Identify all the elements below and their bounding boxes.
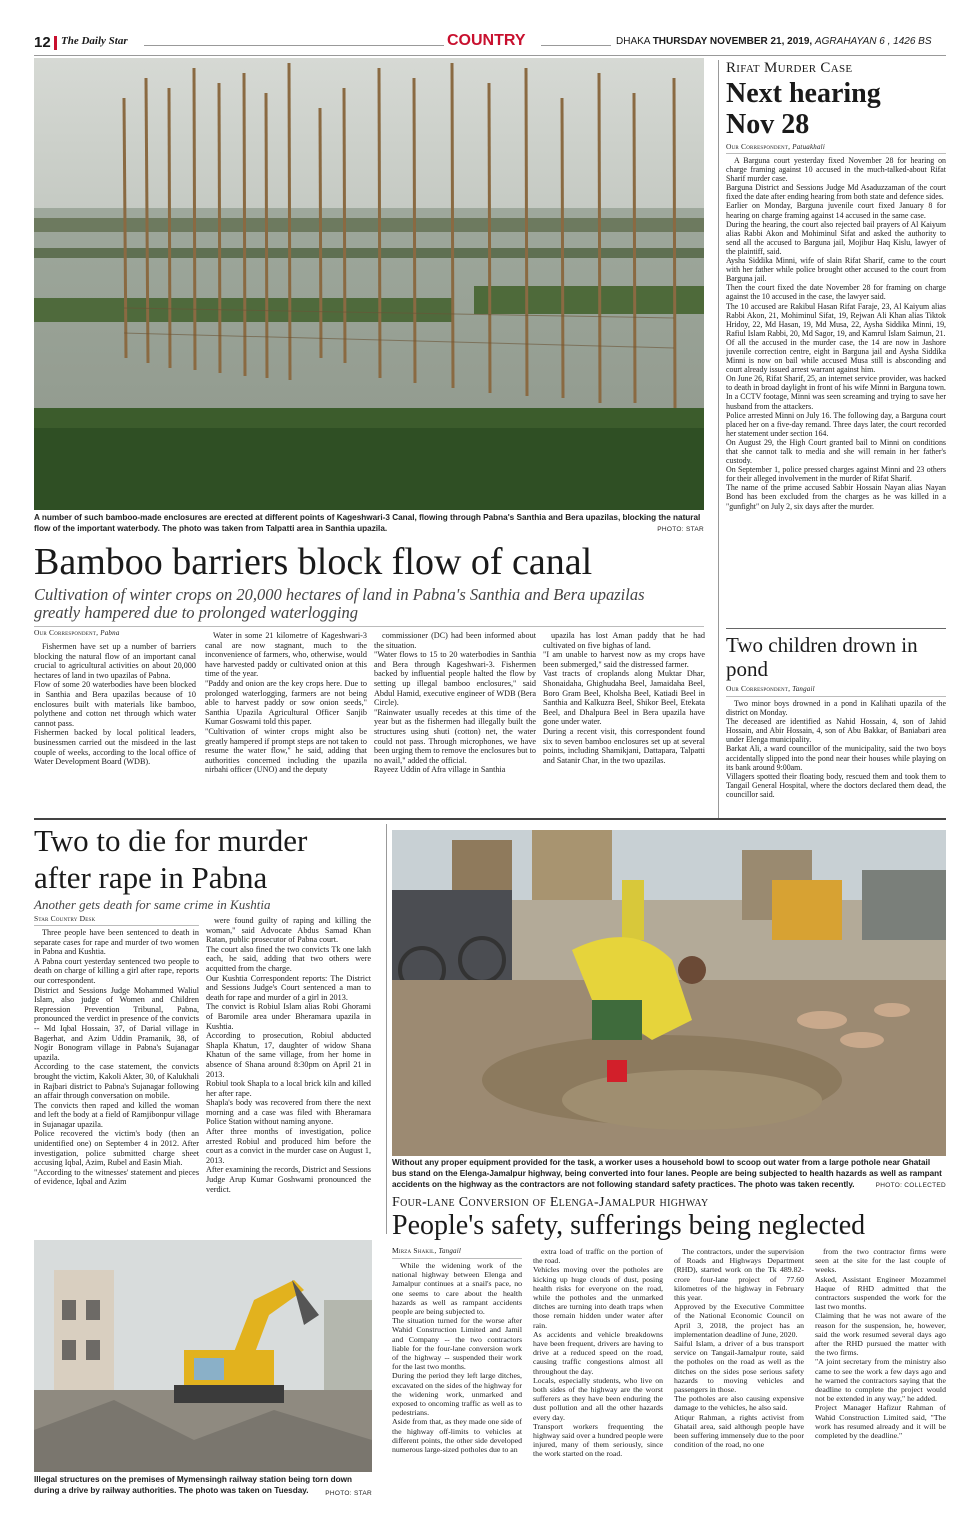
railway-photo-credit: PHOTO: STAR (325, 1490, 372, 1497)
murder-byline-rule (34, 925, 199, 926)
bamboo-column-1 (34, 642, 196, 802)
highway-pothole-photo (392, 830, 946, 1156)
murder-highway-separator (386, 824, 387, 1234)
page-number-bar (54, 36, 57, 50)
pond-headline: Two children drown in pond (726, 633, 918, 681)
highway-photo-caption (392, 1157, 946, 1191)
section-title: COUNTRY (447, 32, 526, 49)
bamboo-caption-text: A number of such bamboo-made enclosures are erected at different points of Kageshwari-3 Canal, flowing through Pabna's Santhia and Bera upazilas, blocking the natural flow of the important waterbody. The photo was taken from Talpatti area in Santhia upazila. (34, 513, 701, 533)
bamboo-column-2 (205, 631, 367, 803)
rifat-column (726, 156, 946, 644)
dateline-date: THURSDAY NOVEMBER 21, 2019, (652, 36, 813, 47)
highway-col3-text: The contractors, under the supervision of Roads and Highways Department (RHD), started work on the Tk 489.82-crore four-lane project of 77.60 kilometres of the highway in February this year. Approved by the Executive Committee of the National Economic Council on April 3, 2018, the project has an implementation deadline of June, 2020. Saiful Islam, a driver of a bus transport service on Tangail-Jamalpur route, said the potholes on the road as well as the ditches on the sides pose serious safety hazards to moving vehicles and passengers in those. The potholes are also causing expensive damage to the vehicles, he also said. Atiqur Rahman, a rights activist from Ghatail area, said although people have been suffering immensely due to the poor condition of the road, no one (674, 1247, 804, 1450)
dateline-bangla: AGRAHAYAN 6 , 1426 BS (814, 36, 932, 47)
bamboo-column-3 (374, 631, 536, 803)
highway-column-3 (674, 1247, 804, 1513)
highway-byline-place: Tangail (438, 1247, 462, 1255)
railway-caption-text: Illegal structures on the premises of Mymensingh railway station being torn down during a drive by railway authorities. The photo was taken on Tuesday. (34, 1475, 353, 1495)
pond-byline-place: Tangail (792, 685, 815, 693)
railway-photo-image (34, 1240, 372, 1472)
right-column-separator (718, 60, 719, 818)
bamboo-col2-text: Water in some 21 kilometre of Kageshwari-3 canal are now stagnant, much to the inconvenience of farmers, who, otherwise, would have harvested paddy or cultivated onion at this time of the year. "Paddy and onion are the key crops here. Due to prolonged waterlogging, farmers are not being able to harvest paddy or sow onion seeds," Santhia Upazila Agricultural Officer Sanjib Kumar Goswami told this paper. "Cultivation of winter crops might also be greatly hampered if prompt steps are not taken to resume the water flow," he said, adding that authorities concerned including the upazila nirbahi officer (UNO) and the deputy (205, 631, 367, 775)
pond-byline-name: Our Correspondent, (726, 684, 791, 693)
rifat-headline: Next hearing Nov 28 (726, 78, 881, 140)
bamboo-photo-caption (34, 512, 704, 535)
railway-demolition-photo (34, 1240, 372, 1472)
highway-column-2 (533, 1247, 663, 1513)
dateline-city: DHAKA (616, 36, 650, 47)
masthead (34, 32, 948, 54)
murder-column-2 (206, 916, 371, 1224)
dateline (616, 36, 948, 47)
bamboo-byline-name: Our Correspondent, (34, 628, 99, 637)
highway-col1-text: While the widening work of the national highway between Elenga and Jamalpur continues at a snail's pace, no one seems to care about the health hazards as well as rampant accidents people are being subjected to. The situation turned for the worse after Wahid Construction Limited and Jamil and Company -- the two contractors liable for the four-lane conversion work of the highway -- suspended their work for the last two months. During the period they left large ditches, excavated on the sides of the highway for the widening work, unmarked and exposed to oncoming traffic as well as to pedestrians. Aside from that, as they made one side of the highway off-limits to vehicles at different points, the other side developed numerous large-sized potholes due to an (392, 1261, 522, 1455)
paper-logo: The Daily Star (61, 35, 128, 47)
highway-byline-name: Mirza Shakil, (392, 1246, 437, 1255)
bamboo-byline (34, 628, 120, 637)
highway-kicker: Four-lane Conversion of Elenga-Jamalpur highway (392, 1195, 709, 1210)
pond-column (726, 699, 946, 811)
masthead-right-rule (541, 45, 611, 46)
mid-page-divider (34, 818, 946, 820)
bamboo-headline: Bamboo barriers block flow of canal (34, 541, 593, 583)
murder-col1-text: Three people have been sentenced to death in separate cases for rape and murder of two women in Pabna and Kushtia. A Pabna court yesterday sentenced two people to death on charge of killing a girl after rape, reports our correspondent. District and Sessions Judge Mohammed Waliul Islam, also judge of Women and Children Repression Prevention Tribunal, Pabna, pronounced the verdict in presence of the convicts -- Md Iqbal Hossain, 37, of Darial village in Bagerhat, and Azim Uddin Pramanik, 38, of Nogir Bonogram village in Pabna's Sujanagar upazila. According to the case statement, the convicts brought the victim, Kakoli Akter, 30, of Kalukhali in Rajbari district to Pabna's Sujanagar following an affair through conversation on mobile. The convicts then raped and killed the woman and left the body at a field of Ramjibonpur village in Sujanagar upazila. Police recovered the victim's body (then an unidentified one) on September 4 in 2012. After investigation, police submitted charge sheet accusing Iqbal, Azim, Rubel and Easin Miah. "According to the witnesses' statement and pieces of evidence, Iqbal and Azim (34, 928, 199, 1187)
bamboo-col4-text: upazila has lost Aman paddy that he had cultivated on five bighas of land. "I am unable to harvest now as my crops have been submerged," said the distressed farmer. Vast tracts of croplands along Muktar Dhar, Shonaidaha, Ghighudaha Beel, Jamaidaha Beel, Boro Gram Beel, Kholsha Beel, Katiadi Beel in Santhia and Kalkuzra Beel, Shikor Beel, Etekata Beel, and Dhalpura Beel in Bera upazila have gone under water. During a recent visit, this correspondent found six to seven bamboo enclosures set up at several points, including Shamikjani, Dattapara, Talpatti and Satanir Char, in the two upazilas. (543, 631, 705, 765)
highway-photo-credit: PHOTO: COLLECTED (875, 1182, 946, 1189)
pond-text: Two minor boys drowned in a pond in Kalihati upazila of the district on Monday. The deceased are identified as Nahid Hossain, 4, son of Jahid Hossain, and Abir Hossain, 4, son of Abu Bakkar, of Baniabari area under Elenga municipality. Barkat Ali, a ward councillor of the municipality, said the two boys accidentally slipped into the pond near their houses while playing on its bank around 9:00am. Villagers spotted their floating body, rescued them and took them to Tangail General Hospital, where the doctors declared them dead, the councillor said. (726, 699, 946, 799)
bamboo-column-4 (543, 631, 705, 803)
murder-subhead: Another gets death for same crime in Kushtia (34, 897, 271, 912)
masthead-left-rule (144, 45, 444, 46)
highway-column-4 (815, 1247, 946, 1513)
rifat-byline-rule (726, 153, 946, 154)
highway-byline-rule (392, 1258, 522, 1259)
rifat-byline-name: Our Correspondent, (726, 142, 791, 151)
highway-photo-image (392, 830, 946, 1156)
masthead-underline (34, 55, 946, 56)
pond-byline (726, 684, 815, 693)
bamboo-byline-rule (34, 626, 704, 627)
rifat-byline (726, 142, 825, 151)
bamboo-photo-image (34, 58, 704, 510)
bamboo-enclosure-photo (34, 58, 704, 510)
highway-headline: People's safety, sufferings being neglected (392, 1210, 866, 1241)
bamboo-col3-text: commissioner (DC) had been informed about the situation. "Water flows to 15 to 20 waterbodies in Santhia and Bera through Kageshwari-3. Fishermen backed by influential people halted the flow by setting up illegal bamboo enclosures," said Abdul Hamid, executive engineer of WDB (Bera Circle). "Rainwater usually recedes at this time of the year but as the fishermen had illegally built the structures using shuti (cotton) net, the water could not pass. Through microphones, we have been urging them to remove the enclosures but to no avail," added the official. Rayeez Uddin of Afra village in Santhia (374, 631, 536, 775)
highway-byline (392, 1246, 461, 1255)
pond-byline-rule (726, 696, 946, 697)
murder-col2-text: were found guilty of raping and killing the woman," said Advocate Abdus Samad Khan Ratan, public prosecutor of Pabna court. The court also fined the two convicts Tk one lakh each, he said, adding that two others were acquitted from the charge. Our Kushtia Correspondent reports: The District and Sessions Judge's Court sentenced a man to death for rape and murder of a girl in 2013. The convict is Robiul Islam alias Robi Ghorami of Baromile area under Bheramara upazila in Kushtia. According to prosecution, Robiul abducted Shapla Khatun, 17, daughter of widow Shana Khatun of the same village, from her home in absence of Shana around 8:30pm on April 21 in 2013. Robiul took Shapla to a local brick kiln and killed her after rape. Shapla's body was recovered from there the next morning and a case was filed with Bheramara Police Station without naming anyone. After three months of investigation, police arrested Robiul and produced him before the court as a convict in the murder case on August 1, 2013. After examining the records, District and Sessions Judge Arup Kumar Goshwami pronounced the verdict. (206, 916, 371, 1194)
railway-photo-caption (34, 1474, 372, 1499)
murder-column-1 (34, 928, 199, 1224)
rifat-kicker: Rifat Murder Case (726, 60, 853, 76)
murder-byline: Star Country Desk (34, 914, 96, 923)
highway-caption-text: Without any proper equipment provided for the task, a worker uses a household bowl to scoop out water from a large pothole near Ghatail bus stand on the Elenga-Jamalpur highway, being converted into four lanes. People are being subjected to health hazards as well as rampant accidents on the highway as the contractors are not following standard safety practices. The photo was taken recently. (392, 1158, 942, 1189)
highway-col4-text: from the two contractor firms were seen at the site for the last couple of weeks. Asked, Assistant Engineer Mozammel Haque of RHD admitted that the contractors suspended the work for the last two months. Claiming that he was not aware of the reason for the suspension, he, however, said the work resumed several days ago after the RHD pursued the matter with the two firms. "A joint secretary from the ministry also came to see the work a few days ago and he warned the contractors saying that the deadline to complete the project would not be extended in any way," he added. Project Manager Hafizur Rahman of Wahid Construction Limited said, "The work has resumed already and it will be completed by the deadline." (815, 1247, 946, 1441)
rifat-text: A Barguna court yesterday fixed November 28 for hearing on charge framing against 10 accused in the much-talked-about Rifat Sharif murder case. Barguna District and Sessions Judge Md Asaduzzaman of the court fixed the date after ending hearing from both state and defence sides. Earlier on Monday, Barguna juvenile court fixed January 8 for hearing on charge framing against 14 accused in the same case. During the hearing, the court also rejected bail prayers of Al Kaiyum alias Rabbi Akon and Mohiminul Sifat and asked the authority to send all the accused to Barguna jail, Mojibur Haq Kislu, lawyer of the plaintiff, said. Aysha Siddika Minni, wife of slain Rifat Sharif, came to the court with her father while police brought other accused to the court from Barguna jail. Then the court fixed the date November 28 for framing on charge against the 10 accused in the case, the lawyer said. The 10 accused are Rakibul Hasan Rifat Faraje, 23, Al Kaiyum alias Rabbi Akon, 21, Mohiminul Sifat, 19, Rejwan Ali Khan alias Tiktok Hridoy, 22, Md Hasan, 19, Md Musa, 22, Aysha Siddika Minni, 19, Rafiul Islam Rabbi, 20, Md Sagor, 19, and Kamrul Islam Saimun, 21. Of all the accused in the murder case, the 14 are now in Jashore juvenile correction centre, eight in Barguna jail and Aysha Siddika Minni is now on bail while accused Musa still is absconding and court already issued arrest warrant against him. On June 26, Rifat Sharif, 25, an internet service provider, was hacked to death in broad daylight in front of his wife Minni in Barguna town. In a CCTV footage, Minni was seen screaming and trying to save her husband from the attackers. Police arrested Minni on July 16. The following day, a Barguna court placed her on a five-day remand. Three days later, the court recorded her statement under section 164. On August 29, the High Court granted bail to Minni on conditions that she cannot talk to media and she will remain in her father's custody. On September 1, police pressed charges against Minni and 23 others for their alleged involvement in the murder of Rifat Sharif. The name of the prime accused Sabbir Hossain Nayan alias Nayan Bond has been excluded from the charges as he was killed in a "gunfight" on July 2, six days after the murder. (726, 156, 946, 511)
bamboo-photo-credit: PHOTO: STAR (657, 526, 704, 533)
highway-column-1 (392, 1261, 522, 1513)
murder-headline: Two to die for murder after rape in Pabna (34, 823, 308, 895)
rifat-byline-place: Patuakhali (792, 143, 825, 151)
bamboo-col1-text: Fishermen have set up a number of barriers blocking the natural flow of an important canal crucial to agricultural activities on about 20,000 hectares of land in two upazilas of Pabna. Flow of some 20 waterbodies have been blocked in Santhia and Bera upazilas because of 10 enclosures built with materials like bamboo, polythene and cotton net through which water cannot pass. Fishermen backed by local political leaders, businessmen carried out the misdeed in the last couple of weeks, according to the local office of Water Development Board (WDB). (34, 642, 196, 767)
bamboo-byline-place: Pabna (100, 629, 120, 637)
page-number: 12 (34, 34, 51, 51)
highway-col2-text: extra load of traffic on the portion of the road. Vehicles moving over the potholes are kicking up huge clouds of dust, posing health risks for everyone on the road, while the potholes and the unmarked ditches are turning into death traps when those remain hidden under water after rain. As accidents and vehicle breakdowns have been frequent, drivers are having to drive at a reduced speed on the road, causing traffic congestions almost all throughout the day. Locals, especially students, who live on both sides of the highway are the worst sufferers as they have been enduring the dust pollution and all the other hazards every day. Transport workers frequenting the highway said over a hundred people were injured, many of them seriously, since the work started on the road. (533, 1247, 663, 1459)
bamboo-subhead: Cultivation of winter crops on 20,000 hectares of land in Pabna's Santhia and Bera upazilas greatly hampered due to prolonged waterlogging (34, 585, 645, 622)
pond-top-rule (726, 628, 946, 629)
